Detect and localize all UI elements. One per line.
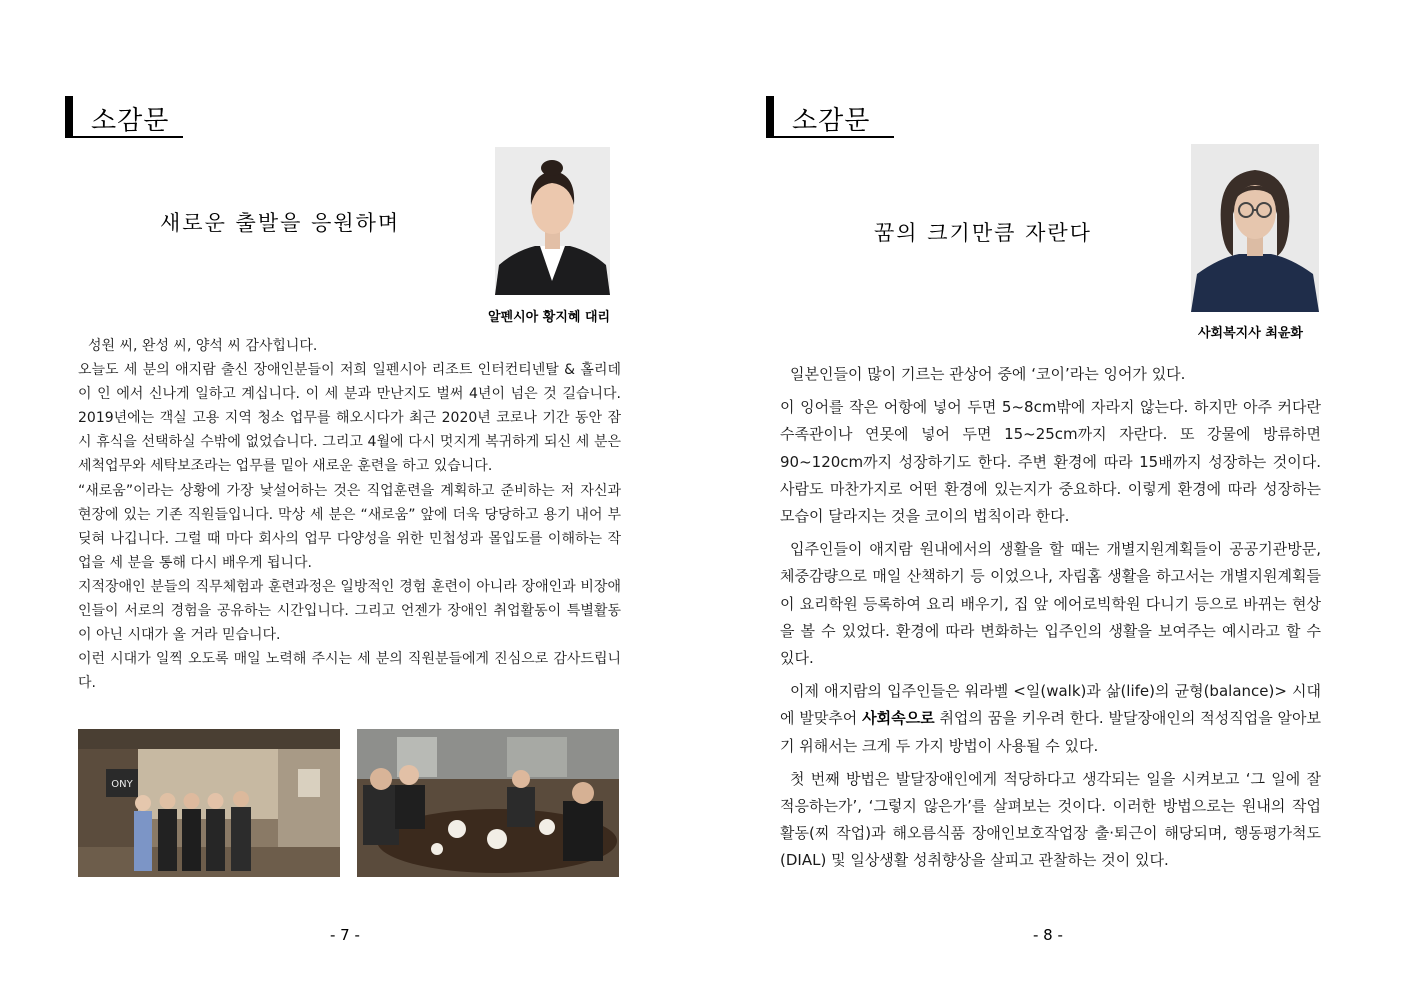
section-heading-right — [766, 96, 894, 138]
article-title-left: 새로운 출발을 응원하며 — [160, 211, 401, 235]
article-title-right: 꿈의 크기만큼 자란다 — [874, 221, 1092, 245]
emphasis-text: 사회속으로 — [862, 709, 935, 728]
group-photo-lobby — [78, 729, 340, 877]
author-caption-right: 사회복지사 최윤화 — [1198, 326, 1303, 341]
article-body-right — [780, 361, 1321, 881]
author-portrait-right — [1191, 144, 1319, 312]
paragraph-text: 이제 애지람의 입주인들은 워라벨 <일(walk)과 삶(life)의 균형(balance)> 시대에 발맞추어 — [780, 682, 1321, 728]
paragraph: 이 잉어를 작은 어항에 넣어 두면 5~8cm밖에 자라지 않는다. 하지만 아주 커다란 수족관이나 연못에 넣어 두면 15~25cm까지 자란다. 또 강물에 방류하면 90~120cm까지 성장하기도 한다. 주변 환경에 따라 15배까지 성장하는 것이다. 사람도 마찬가지로 어떤 환경에 있는지가 중요하다. 이렇게 환경에 따라 성장하는 모습이 달라지는 것을 코이의 법칙이라 한다. — [780, 398, 1321, 526]
page-number-right: - 8 - — [1033, 926, 1063, 944]
section-title: 소감문 — [91, 106, 170, 136]
left-page — [0, 0, 700, 992]
section-heading-left — [65, 96, 183, 138]
author-caption-left: 알펜시아 황지혜 대리 — [488, 310, 611, 325]
paragraph: “새로움”이라는 상황에 가장 낯설어하는 것은 직업훈련을 계획하고 준비하는 저 자신과 현장에 있는 기존 직원들입니다. 막상 세 분은 “새로움” 앞에 더욱 당당하고 용기 내어 부딪혀 나깁니다. 그럴 때 마다 회사의 업무 다양성을 위한 민첩성과 몰입도를 이해하는 작업을 세 분을 통해 다시 배우게 됩니다. — [78, 482, 621, 571]
paragraph: 이런 시대가 일찍 오도록 매일 노력해 주시는 세 분의 직원분들에게 진심으로 감사드립니다. — [78, 651, 621, 692]
author-portrait-left — [495, 147, 610, 295]
page-number-left: - 7 - — [330, 926, 360, 944]
paragraph: 지적장애인 분들의 직무체험과 훈련과정은 일방적인 경험 훈련이 아니라 장애인과 비장애인들이 서로의 경험을 공유하는 시간입니다. 그리고 언젠가 장애인 취업활동이 특별활동이 아닌 시대가 올 거라 믿습니다. — [78, 578, 621, 644]
paragraph: 일본인들이 많이 기르는 관상어 중에 ‘코이’라는 잉어가 있다. — [790, 365, 1186, 383]
signage-text: ONY — [111, 779, 133, 790]
paragraph — [780, 678, 1321, 760]
paragraph: 첫 번째 방법은 발달장애인에게 적당하다고 생각되는 일을 시켜보고 ‘그 일에 잘 적응하는가’, ‘그렇지 않은가’를 살펴보는 것이다. 이러한 방법으로는 원내의 작업 활동(찌 작업)과 해오름식품 장애인보호작업장 출·퇴근이 해당되며, 행동평가척도(DIAL) 및 일상생활 성취향상을 살피고 관찰하는 것이 있다. — [780, 769, 1321, 870]
section-title: 소감문 — [792, 106, 871, 136]
dining-meeting-photo — [357, 729, 619, 877]
paragraph: 입주인들이 애지람 원내에서의 생활을 할 때는 개별지원계획들이 공공기관방문, 체중감량으로 매일 산책하기 등 이었으나, 자립홈 생활을 하고서는 개별지원계획들이 요리학원 등록하여 요리 배우기, 집 앞 에어로빅학원 다니기 등으로 바뀌는 현상을 볼 수 있었다. 환경에 따라 변화하는 입주인의 생활을 보여주는 예시라고 할 수 있다. — [780, 540, 1321, 668]
paragraph-text: 취업의 꿈을 키우려 한다. 발달장애인의 적성직업을 알아보기 위해서는 크게 두 가지 방법이 사용될 수 있다. — [780, 709, 1321, 755]
paragraph: 오늘도 세 분의 애지람 출신 장애인분들이 저희 일펜시아 리조트 인터컨티넨탈 & 홀리데이 인 에서 신나게 일하고 계십니다. 이 세 분과 만난지도 벌써 4년이 넘은 것 길습니다. 2019년에는 객실 고용 지역 청소 업무를 해오시다가 최근 2020년 코로나 기간 동안 잠시 휴식을 선택하실 수밖에 없었습니다. 그리고 4월에 다시 멋지게 복귀하게 되신 세 분은 세척업무와 세탁보조라는 업무를 밑아 새로운 훈련을 하고 있습니다. — [78, 362, 621, 475]
paragraph: 성원 씨, 완성 씨, 양석 씨 감사힙니다. — [88, 338, 318, 354]
article-body-left — [78, 334, 621, 695]
